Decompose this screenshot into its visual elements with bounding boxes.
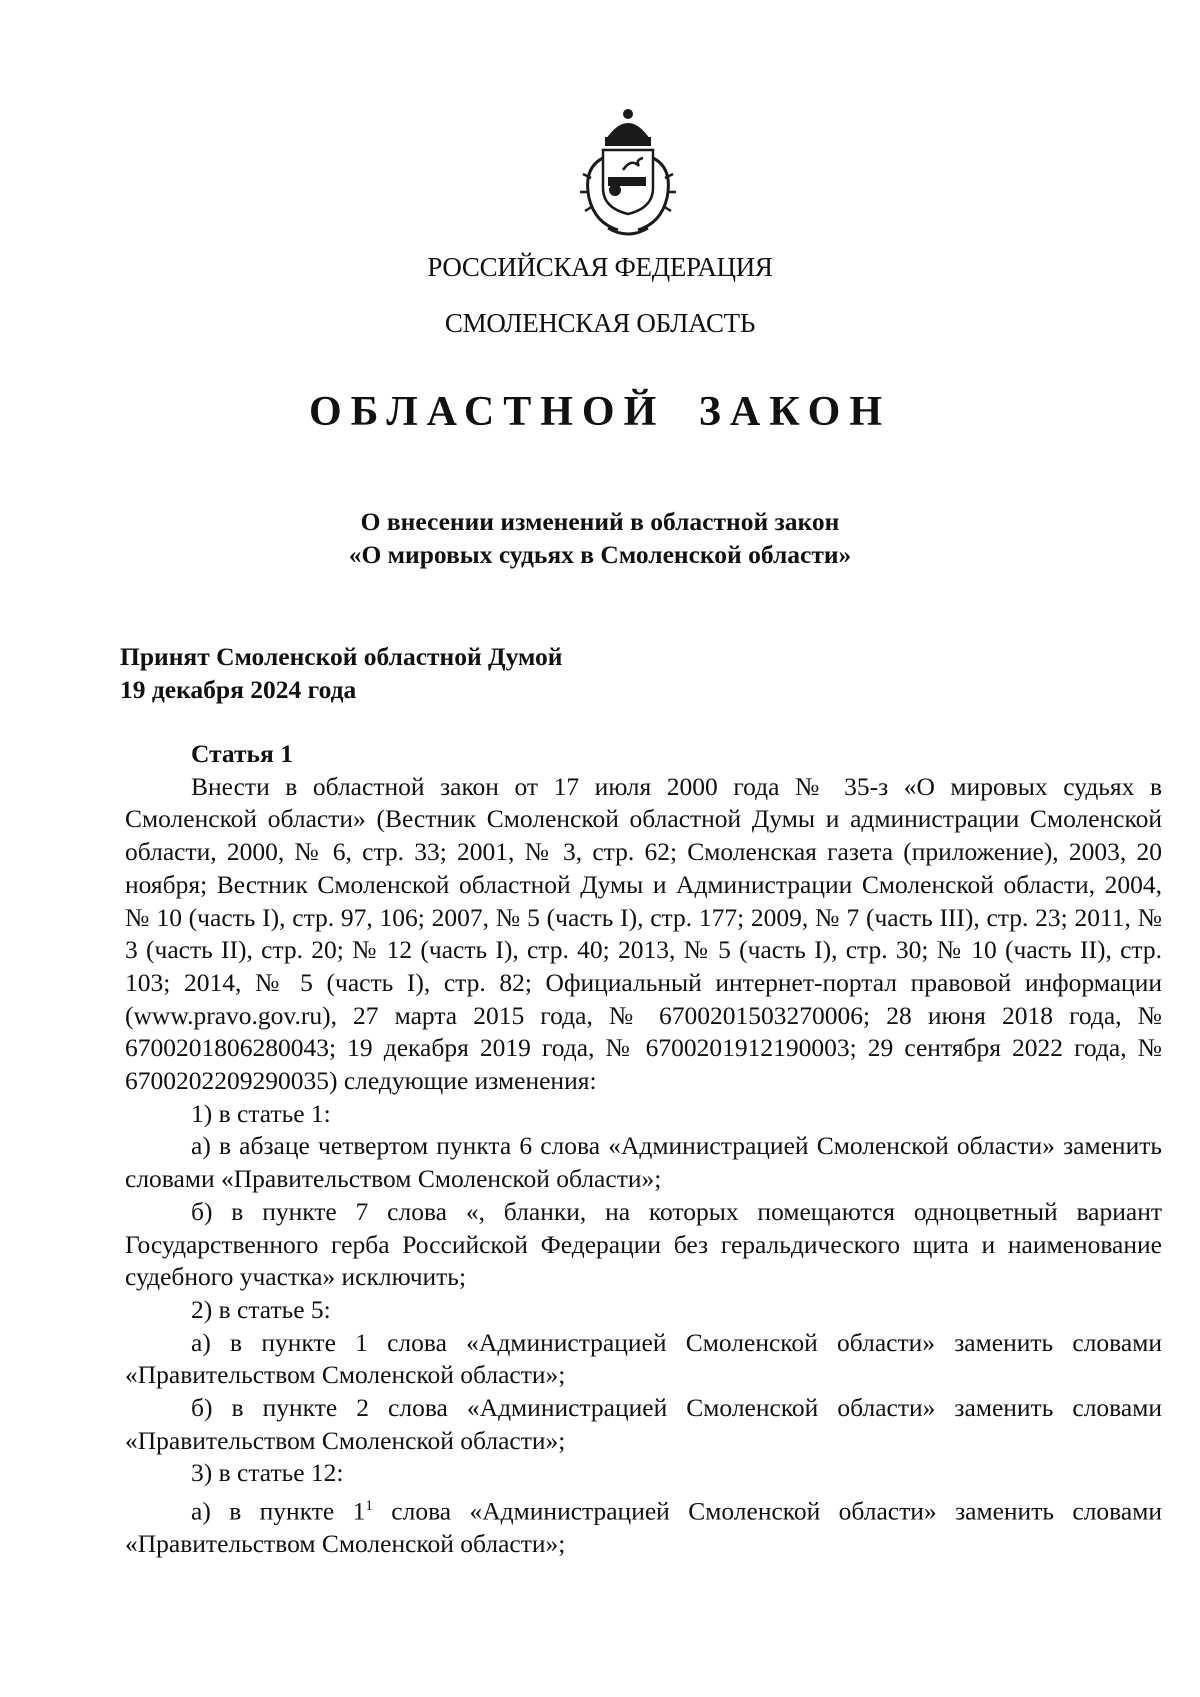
- article-body: [125, 738, 1162, 1561]
- region-name: СМОЛЕНСКАЯ ОБЛАСТЬ: [444, 308, 756, 338]
- coat-of-arms-icon: [573, 108, 683, 248]
- adoption-body: Принят Смоленской областной Думой: [120, 642, 563, 671]
- article-paragraph: 3) в статье 12:: [191, 1458, 344, 1488]
- adoption-date: 19 декабря 2024 года: [120, 675, 357, 704]
- law-subject-line-1: О внесении изменений в областной закон: [360, 507, 840, 536]
- article-paragraph: б) в пункте 7 слова «, бланки, на которых помещаются одноцветный вариант Государственного герба Российской Федерации без геральдического щита и наименование судебного участка» исключить;: [125, 1196, 1162, 1292]
- article-paragraph: а) в пункте 1 слова «Администрацией Смоленской области» заменить словами «Правительством Смоленской области»;: [125, 1327, 1162, 1390]
- item-prefix: а) в пункте 1: [191, 1496, 366, 1526]
- document-type-title: ОБЛАСТНОЙ ЗАКОН: [308, 389, 892, 435]
- country-name: РОССИЙСКАЯ ФЕДЕРАЦИЯ: [427, 252, 773, 282]
- article-paragraph: 1) в статье 1:: [191, 1098, 331, 1128]
- article-paragraph: а) в абзаце четвертом пункта 6 слова «Администрацией Смоленской области» заменить словами «Правительством Смоленской области»;: [125, 1131, 1162, 1194]
- item-superscript: 1: [365, 1498, 373, 1515]
- adoption-note: [120, 640, 562, 706]
- law-subject: [0, 505, 1200, 571]
- article-paragraph: б) в пункте 2 слова «Администрацией Смоленской области» заменить словами «Правительством Смоленской области»;: [125, 1393, 1162, 1455]
- item-text: слова «Администрацией Смоленской области» заменить словами «Правительством Смоленской области»;: [125, 1496, 1162, 1559]
- article-paragraph: Внести в областной закон от 17 июля 2000 года № 35-з «О мировых судьях в Смоленской области» (Вестник Смоленской областной Думы и администрации Смоленской области, 2000, № 6, стр. 33; 2001, № 3, стр. 62; Смоленская газета (приложение), 2003, 20 ноября; Вестник Смоленской областной Думы и Администрации Смоленской области, 2004, № 10 (часть I), стр. 97, 106; 2007, № 5 (часть I), стр. 177; 2009, № 7 (часть III), стр. 23; 2011, № 3 (часть II), стр. 20; № 12 (часть I), стр. 40; 2013, № 5 (часть I), стр. 30; № 10 (часть II), стр. 103; 2014, № 5 (часть I), стр. 82; Официальный интернет-портал правовой информации (www.pravo.gov.ru), 27 марта 2015 года, № 6700201503270006; 28 июня 2018 года, № 6700201806280043; 19 декабря 2019 года, № 6700201912190003; 29 сентября 2022 года, № 6700202209290035) следующие изменения:: [125, 771, 1162, 1096]
- article-paragraph-last: [125, 1490, 1162, 1561]
- article-heading: Статья 1: [191, 739, 293, 768]
- article-paragraph: 2) в статье 5:: [191, 1294, 331, 1324]
- law-subject-line-2: «О мировых судьях в Смоленской области»: [348, 540, 852, 569]
